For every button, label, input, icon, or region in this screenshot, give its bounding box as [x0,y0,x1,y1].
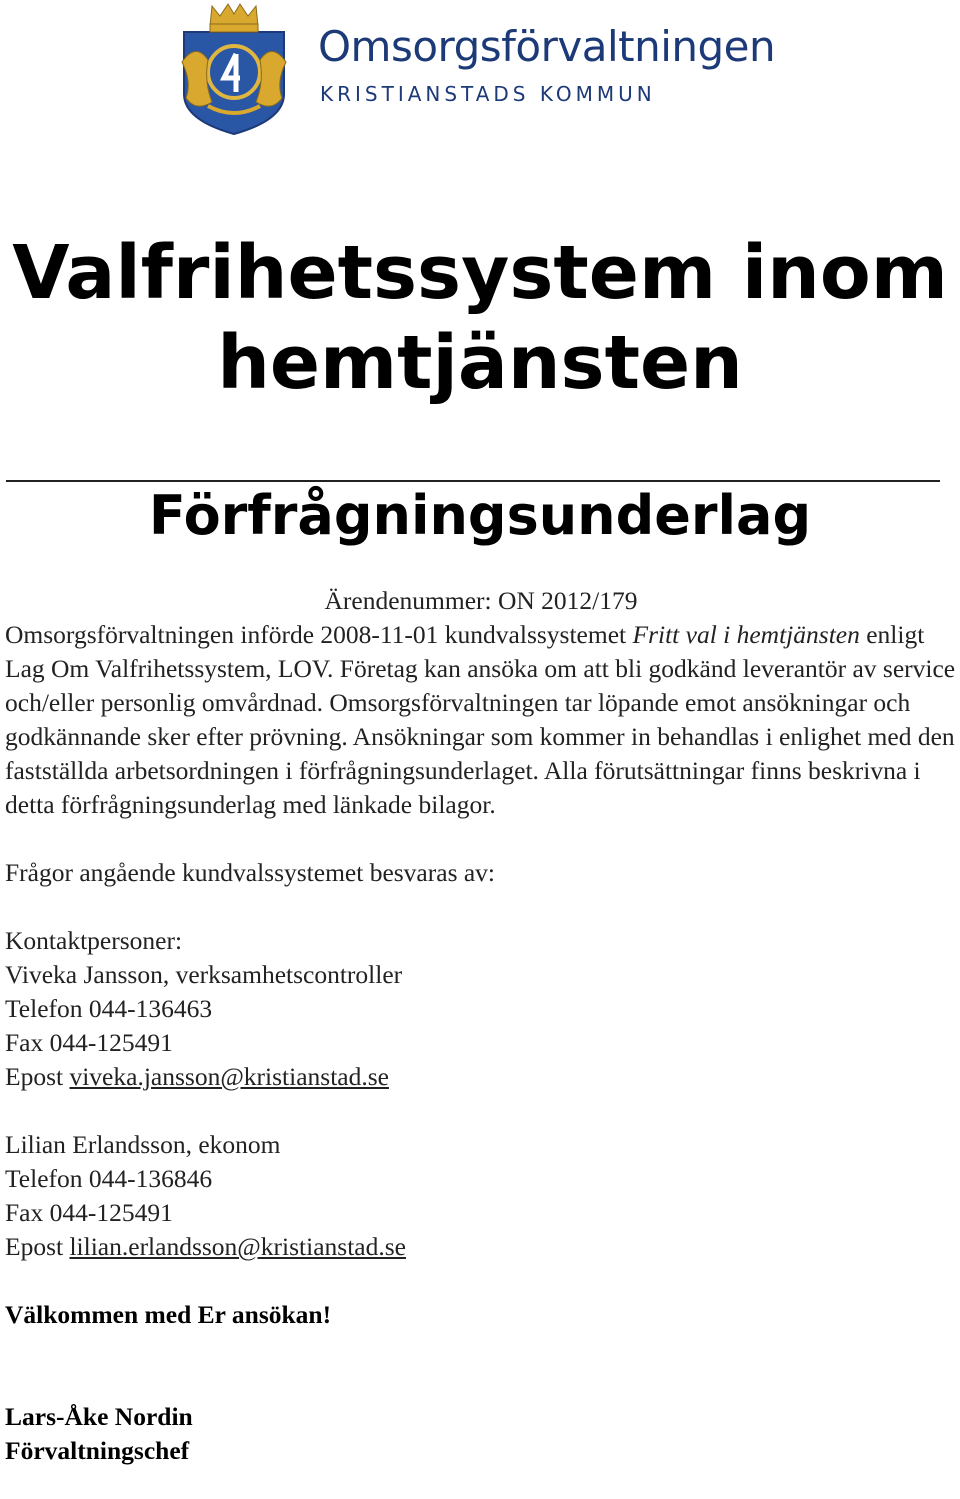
contact-email-line: Epost lilian.erlandsson@kristianstad.se [5,1232,406,1261]
contact-name: Viveka Jansson, verksamhetscontroller [5,960,403,989]
welcome-line: Välkommen med Er ansökan! [5,1300,332,1329]
divider [6,480,940,482]
intro-italic: Fritt val i hemtjänsten [632,620,860,649]
contact-phone: Telefon 044-136463 [5,994,213,1023]
signature-role: Förvaltningschef [5,1436,190,1465]
contact-block [5,1128,957,1264]
title-line-2: hemtjänsten [217,320,743,406]
coat-of-arms-icon [178,2,290,136]
contact-fax: Fax 044-125491 [5,1198,173,1227]
contact-email-link[interactable]: viveka.jansson@kristianstad.se [69,1062,389,1091]
reference-number: Ärendenummer: ON 2012/179 [324,586,638,615]
questions-line: Frågor angående kundvalssystemet besvaras av: [5,858,496,887]
contact-phone: Telefon 044-136846 [5,1164,213,1193]
document-title [0,228,960,408]
municipality-name: KRISTIANSTADS KOMMUN [320,82,656,106]
title-line-1: Valfrihetssystem inom [12,230,948,316]
contacts-label: Kontaktpersoner: [5,926,183,955]
contact-block [5,958,957,1094]
contact-email-link[interactable]: lilian.erlandsson@kristianstad.se [69,1232,406,1261]
letterhead [178,0,798,140]
signature-name: Lars-Åke Nordin [5,1402,193,1431]
contact-email-line: Epost viveka.jansson@kristianstad.se [5,1062,389,1091]
intro-paragraph [5,618,957,822]
organization-name: Omsorgsförvaltningen [318,22,776,71]
document-subtitle: Förfrågningsunderlag [148,484,812,547]
intro-text-1: Omsorgsförvaltningen införde 2008-11-01 kundvalssystemet [5,620,633,649]
contact-fax: Fax 044-125491 [5,1028,173,1057]
document-body [5,584,957,1468]
intro-text-2: enligt Lag Om Valfrihetssystem, LOV. Företag kan ansöka om att bli godkänd leverantör av service och/eller personlig omvårdnad. Omsorgsförvaltningen tar löpande emot ansökningar och godkännande sker efter prövning. Ansökningar som kommer in behandlas i enlighet med den fastställda arbetsordningen i förfrågningsunderlaget. Alla förutsättningar finns beskrivna i detta förfrågningsunderlag med länkade bilagor. [5,620,956,819]
contact-name: Lilian Erlandsson, ekonom [5,1130,281,1159]
